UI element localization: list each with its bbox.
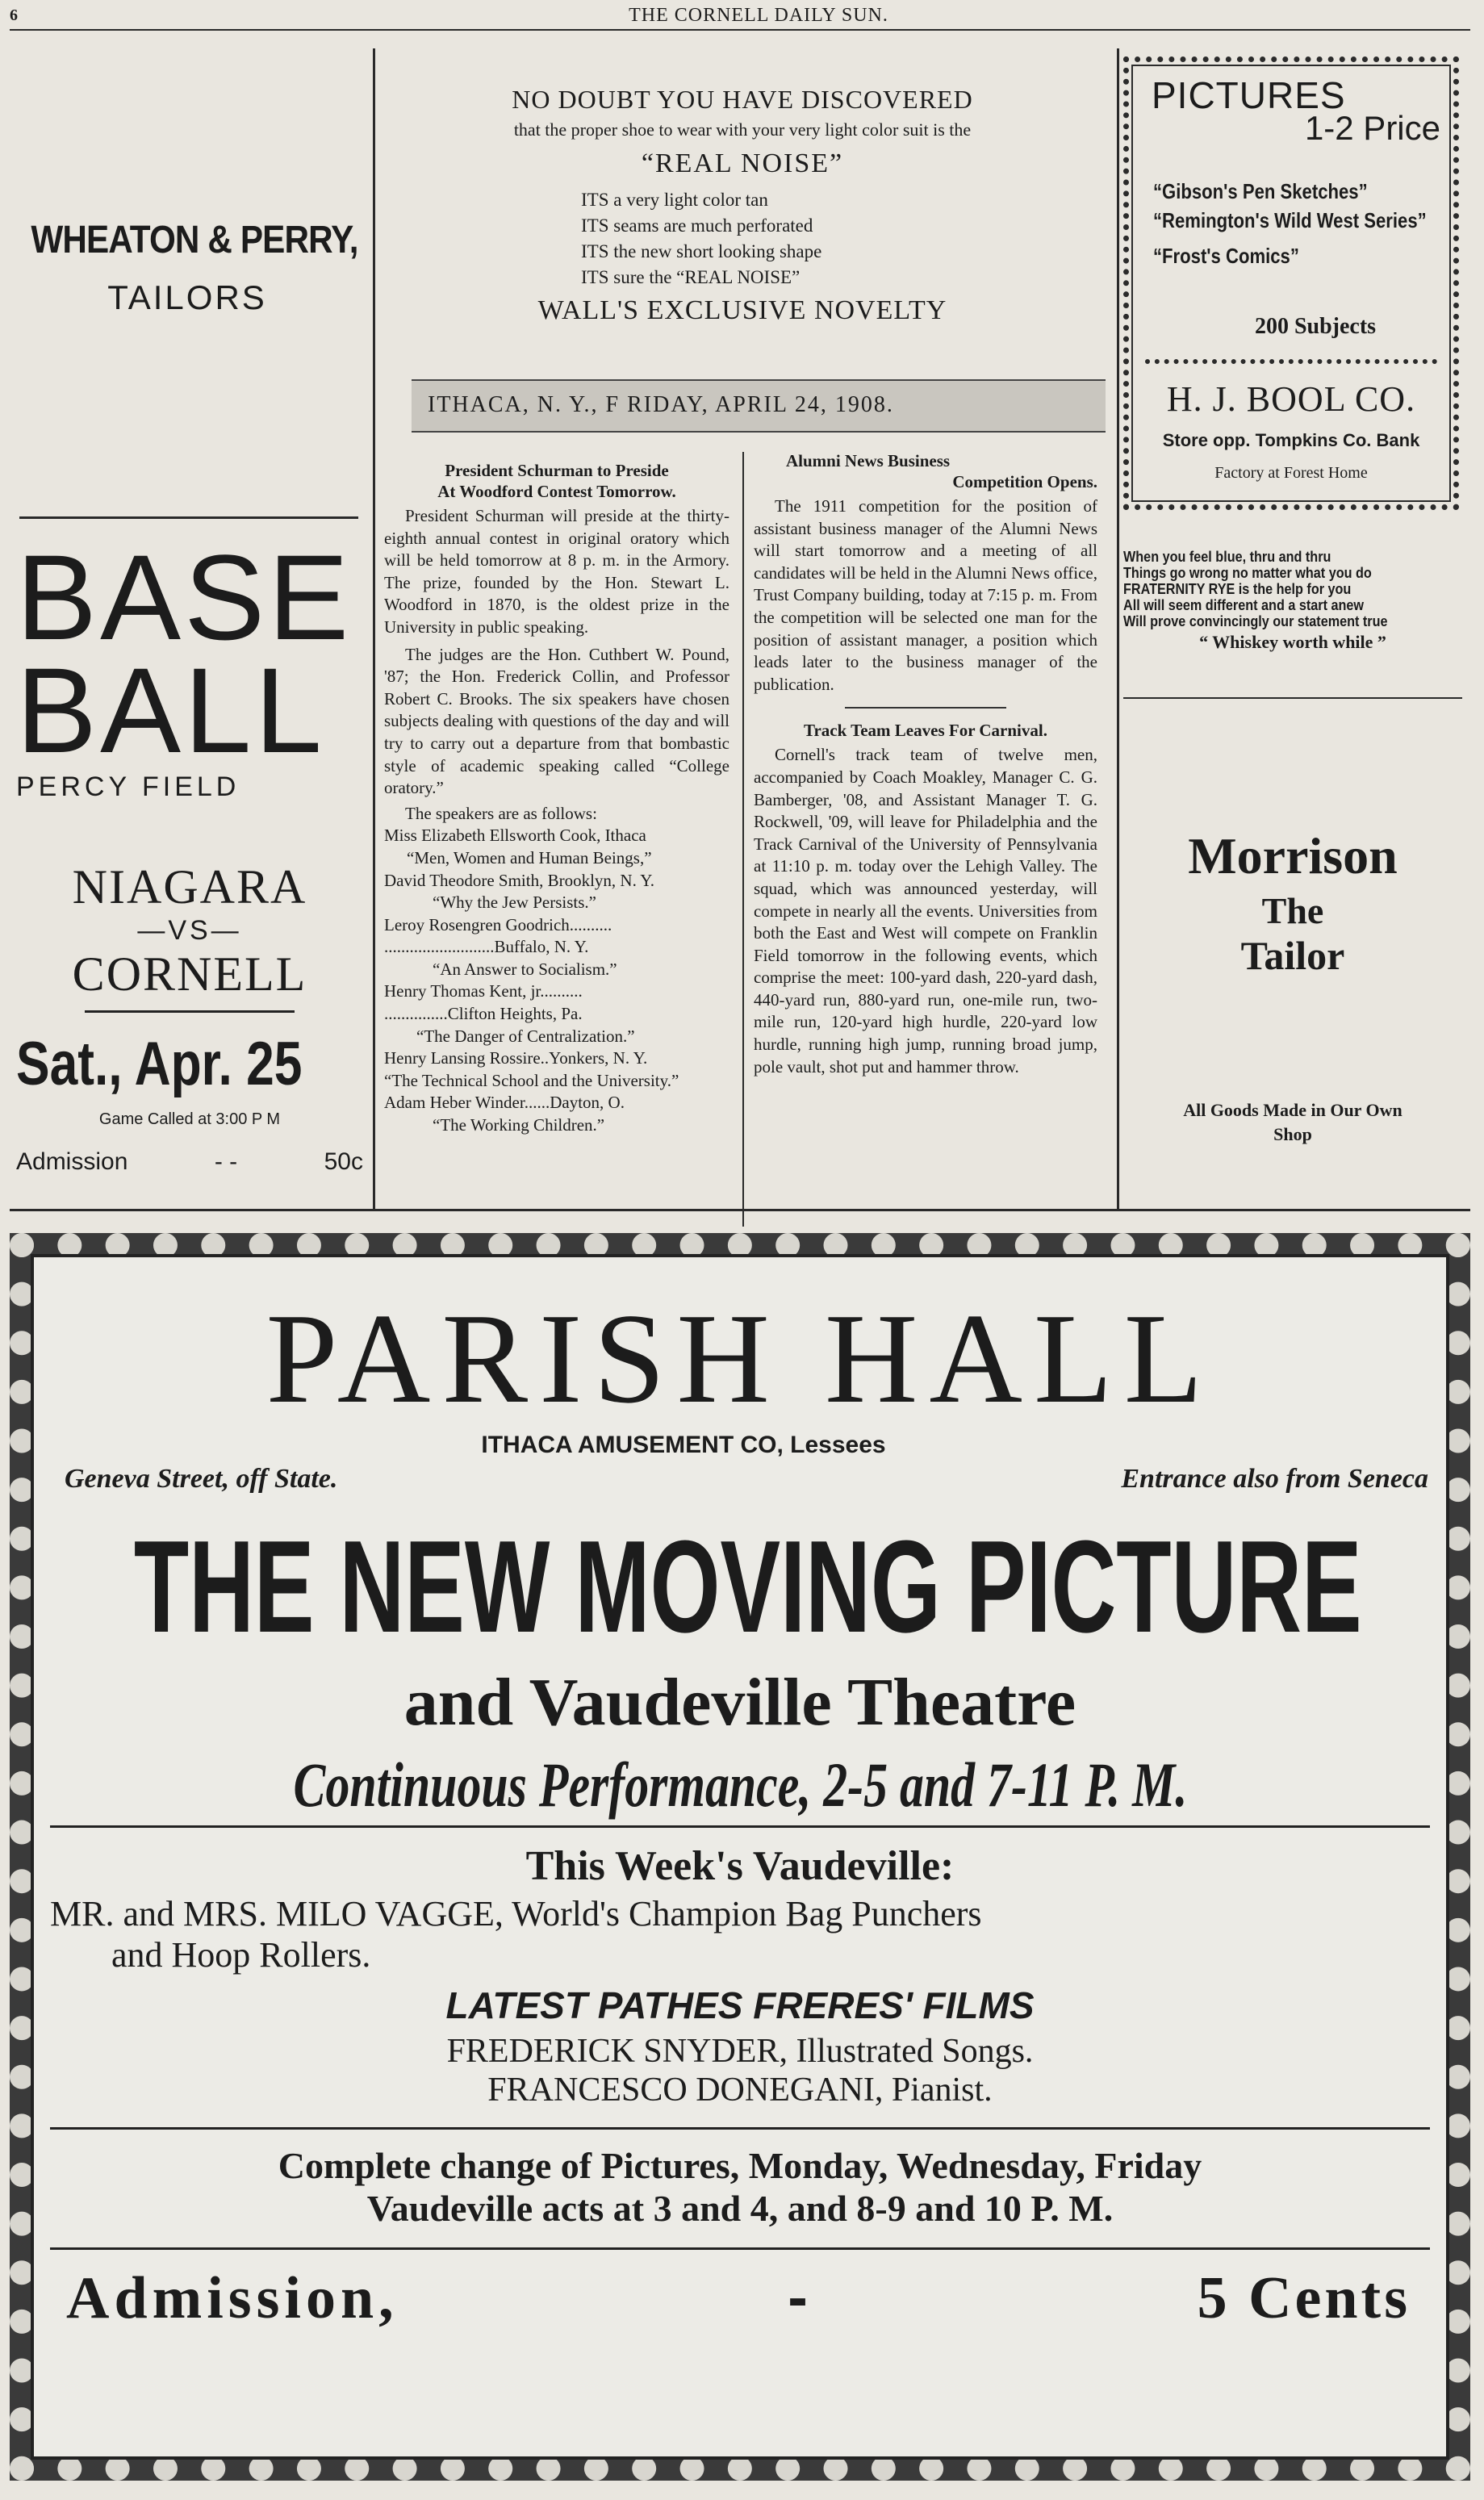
parish-hall-act-1: MR. and MRS. MILO VAGGE, World's Champion Bag Punchers bbox=[50, 1894, 982, 1934]
pictures-title: PICTURES bbox=[1152, 74, 1346, 116]
parish-hall-performance-wrap bbox=[34, 1743, 1446, 1821]
parish-hall-subhead: and Vaudeville Theatre bbox=[403, 1665, 1076, 1740]
wheaton-tailors: TAILORS bbox=[107, 278, 267, 316]
speaker-line: Henry Lansing Rossire..Yonkers, N. Y. bbox=[384, 1048, 648, 1068]
speaker-line: “Why the Jew Persists.” bbox=[433, 893, 596, 913]
shoe-product: “REAL NOISE” bbox=[641, 148, 844, 178]
parish-hall-performance: Continuous Performance, 2-5 and 7-11 P. M. bbox=[293, 1750, 1187, 1821]
parish-hall-admission-dash: - bbox=[788, 2264, 808, 2331]
whiskey-line: All will seem different and a start anew bbox=[1123, 597, 1364, 613]
parish-hall-inner bbox=[34, 1257, 1446, 2333]
baseball-team2: CORNELL bbox=[72, 947, 307, 1001]
parish-hall-rule-2 bbox=[50, 2127, 1430, 2130]
morrison-footer-1: All Goods Made in Our Own bbox=[1183, 1100, 1402, 1120]
parish-hall-headline-wrap bbox=[34, 1495, 1446, 1660]
speaker-line: “An Answer to Socialism.” bbox=[433, 959, 617, 979]
shoe-feature: ITS a very light color tan bbox=[581, 190, 768, 210]
parish-hall-change-2: Vaudeville acts at 3 and 4, and 8-9 and 10 P. M. bbox=[366, 2188, 1114, 2229]
baseball-admission-label: Admission bbox=[16, 1148, 128, 1175]
baseball-admission-price: 50c bbox=[324, 1148, 363, 1175]
parish-hall-title: PARISH HALL bbox=[265, 1286, 1214, 1430]
parish-hall-admission-label: Admission, bbox=[66, 2265, 399, 2331]
shoe-headline: NO DOUBT YOU HAVE DISCOVERED bbox=[512, 85, 973, 114]
column-rule-3 bbox=[742, 452, 744, 1227]
article-paragraph: The speakers are as follows: bbox=[405, 803, 597, 823]
pictures-company: H. J. BOOL CO. bbox=[1166, 379, 1416, 419]
article-schurman-title-2: At Woodford Contest Tomorrow. bbox=[437, 482, 676, 501]
pictures-item: “Frost's Comics” bbox=[1153, 244, 1299, 268]
whiskey-divider bbox=[1123, 697, 1462, 699]
page-number: 6 bbox=[10, 6, 18, 24]
pictures-divider bbox=[1145, 359, 1437, 364]
baseball-team1: NIAGARA bbox=[72, 860, 307, 913]
shoe-subline: that the proper shoe to wear with your very light color suit is the bbox=[513, 119, 972, 140]
parish-hall-ad bbox=[10, 1233, 1470, 2481]
pictures-subjects: 200 Subjects bbox=[1254, 314, 1377, 339]
masthead-title: THE CORNELL DAILY SUN. bbox=[629, 5, 888, 26]
shoe-footer: WALL'S EXCLUSIVE NOVELTY bbox=[537, 295, 947, 325]
masthead-rule bbox=[10, 29, 1470, 31]
pictures-item: “Gibson's Pen Sketches” bbox=[1153, 179, 1368, 203]
pictures-ad bbox=[1123, 56, 1459, 510]
baseball-vs: —VS— bbox=[137, 915, 242, 946]
dateline-text: ITHACA, N. Y., F RIDAY, APRIL 24, 1908. bbox=[428, 392, 894, 417]
parish-hall-headline: THE NEW MOVING PICTURE bbox=[133, 1512, 1362, 1660]
column-rule-2 bbox=[1117, 48, 1119, 1210]
baseball-field: PERCY FIELD bbox=[16, 771, 240, 802]
parish-hall-admission-price: 5 Cents bbox=[1197, 2265, 1411, 2331]
pictures-address: Store opp. Tompkins Co. Bank bbox=[1162, 430, 1420, 450]
speaker-line: “The Technical School and the University.” bbox=[384, 1070, 679, 1090]
speaker-line: ...............Clifton Heights, Pa. bbox=[384, 1004, 583, 1024]
parish-hall-change-1: Complete change of Pictures, Monday, Wednesday, Friday bbox=[278, 2145, 1202, 2186]
baseball-admission-dots: - - bbox=[214, 1148, 238, 1175]
whiskey-line: When you feel blue, thru and thru bbox=[1123, 549, 1331, 565]
article-paragraph: President Schurman will preside at the thirty-eighth annual contest in original oratory which will be held tomorrow at 8 p. m. in the Armory. The prize, founded by the Hon. Stewart L. Woodford in 1870, is the oldest prize in the University in public speaking. bbox=[384, 506, 729, 637]
article-alumni-title-2: Competition Opens. bbox=[952, 472, 1097, 491]
article-schurman-body bbox=[384, 505, 729, 825]
morrison-footer-2: Shop bbox=[1273, 1124, 1312, 1144]
article-schurman-title-1: President Schurman to Preside bbox=[445, 461, 669, 480]
morrison-ad bbox=[1123, 826, 1462, 1145]
speaker-line: “The Danger of Centralization.” bbox=[416, 1026, 635, 1046]
article-track-title: Track Team Leaves For Carnival. bbox=[804, 721, 1047, 741]
wheaton-perry-ad bbox=[10, 218, 365, 317]
parish-hall-act-2: and Hoop Rollers. bbox=[111, 1935, 371, 1975]
baseball-ball: BALL bbox=[16, 642, 325, 778]
article-paragraph: Cornell's track team of twelve men, accompanied by Coach Moakley, Manager C. G. Bamberger, '08, and Assistant Manager T. G. Rockwell, '09, will leave for Philadelphia and the Track Carnival of the University of Pennsylvania at 11:10 p. m. today over the Lehigh Valley. The squad, which was announced yesterday, will compete in nearly all the events. Universities from both the East and West will compete on Franklin Field tomorrow in the following events, which comprise the meet: 100-yard dash, 220-yard dash, 440-yard run, 880-yard run, one-mile run, two-mile run, 120-yard high hurdle, 220-yard low hurdle, running high jump, running broad jump, pole vault, shot put and hammer throw. bbox=[754, 745, 1097, 1077]
baseball-base: BASE bbox=[16, 529, 353, 665]
article-alumni-body bbox=[754, 495, 1097, 696]
pictures-factory: Factory at Forest Home bbox=[1214, 464, 1368, 482]
wheaton-name: WHEATON & PERRY, bbox=[31, 219, 358, 261]
article-alumni bbox=[754, 450, 1097, 1078]
parish-hall-pianist: FRANCESCO DONEGANI, Pianist. bbox=[487, 2071, 993, 2109]
baseball-ad bbox=[16, 529, 363, 1176]
parish-hall-songs: FREDERICK SNYDER, Illustrated Songs. bbox=[446, 2033, 1034, 2070]
baseball-admission bbox=[16, 1148, 363, 1176]
shoe-feature: ITS seams are much perforated bbox=[581, 215, 813, 236]
speakers-list bbox=[384, 825, 729, 1136]
parish-hall-admission bbox=[34, 2250, 1446, 2333]
baseball-date: Sat., Apr. 25 bbox=[16, 1030, 303, 1098]
article-schurman bbox=[384, 460, 729, 1137]
parish-hall-films: LATEST PATHES FRERES' FILMS bbox=[445, 1984, 1035, 2026]
speaker-line: “The Working Children.” bbox=[433, 1115, 605, 1135]
speaker-line: Leroy Rosengren Goodrich.......... bbox=[384, 914, 612, 934]
shoe-feature: ITS the new short looking shape bbox=[581, 241, 822, 261]
article-alumni-title-1: Alumni News Business bbox=[786, 451, 951, 470]
article-track-body bbox=[754, 744, 1097, 1078]
morrison-the: The bbox=[1261, 890, 1324, 931]
morrison-name: Morrison bbox=[1188, 827, 1398, 884]
parish-hall-location-right: Entrance also from Seneca bbox=[1121, 1464, 1428, 1494]
whiskey-tagline: “ Whiskey worth while ” bbox=[1199, 632, 1386, 652]
parish-hall-location bbox=[34, 1459, 1446, 1495]
pictures-price: 1-2 Price bbox=[1304, 109, 1440, 147]
whiskey-ad bbox=[1123, 549, 1462, 650]
parish-hall-location-left: Geneva Street, off State. bbox=[65, 1464, 338, 1494]
speaker-line: David Theodore Smith, Brooklyn, N. Y. bbox=[384, 870, 655, 890]
baseball-game-time: Game Called at 3:00 P M bbox=[98, 1110, 281, 1128]
speaker-line: Miss Elizabeth Ellsworth Cook, Ithaca bbox=[384, 826, 646, 846]
whiskey-line: Things go wrong no matter what you do bbox=[1123, 565, 1372, 581]
column-rule-1 bbox=[373, 48, 375, 1210]
baseball-ornament-rule bbox=[85, 1010, 295, 1013]
parish-hall-week-title: This Week's Vaudeville: bbox=[525, 1843, 955, 1889]
dateline-bar bbox=[412, 379, 1106, 433]
shoe-features bbox=[581, 187, 1097, 291]
shoe-ad bbox=[387, 85, 1097, 326]
shoe-feature: ITS sure the “REAL NOISE” bbox=[581, 267, 801, 287]
article-separator bbox=[845, 707, 1006, 709]
parish-hall-lessees: ITHACA AMUSEMENT CO, Lessees bbox=[481, 1432, 886, 1458]
pictures-items bbox=[1153, 177, 1437, 270]
speaker-line: Henry Thomas Kent, jr.......... bbox=[384, 981, 583, 1001]
bottom-rule-top-section bbox=[10, 1209, 1470, 1211]
speaker-line: Adam Heber Winder......Dayton, O. bbox=[384, 1093, 625, 1113]
morrison-tailor: Tailor bbox=[1240, 933, 1345, 978]
article-paragraph: The 1911 competition for the position of assistant business manager of the Alumni News will start tomorrow and a meeting of all candidates will be held in the Alumni News office, Trust Company building, today at 7:15 p. m. From the competition will be selected one man for the position of assistant manager, a position which leads later to the business manager of the publication. bbox=[754, 496, 1097, 694]
speaker-line: ..........................Buffalo, N. Y. bbox=[384, 937, 589, 957]
left-divider-rule bbox=[19, 516, 358, 519]
speaker-line: “Men, Women and Human Beings,” bbox=[407, 847, 652, 867]
whiskey-line: Will prove convincingly our statement true bbox=[1123, 613, 1388, 629]
pictures-item: “Remington's Wild West Series” bbox=[1153, 208, 1427, 232]
article-paragraph: The judges are the Hon. Cuthbert W. Pound, '87; the Hon. Frederick Collin, and Professor Robert C. Brooks. The six speakers have chosen subjects dealing with questions of the day and will try to carry out a departure from that bombastic style of academic speaking called “College oratory.” bbox=[384, 644, 729, 798]
whiskey-line: FRATERNITY RYE is the help for you bbox=[1123, 581, 1352, 597]
